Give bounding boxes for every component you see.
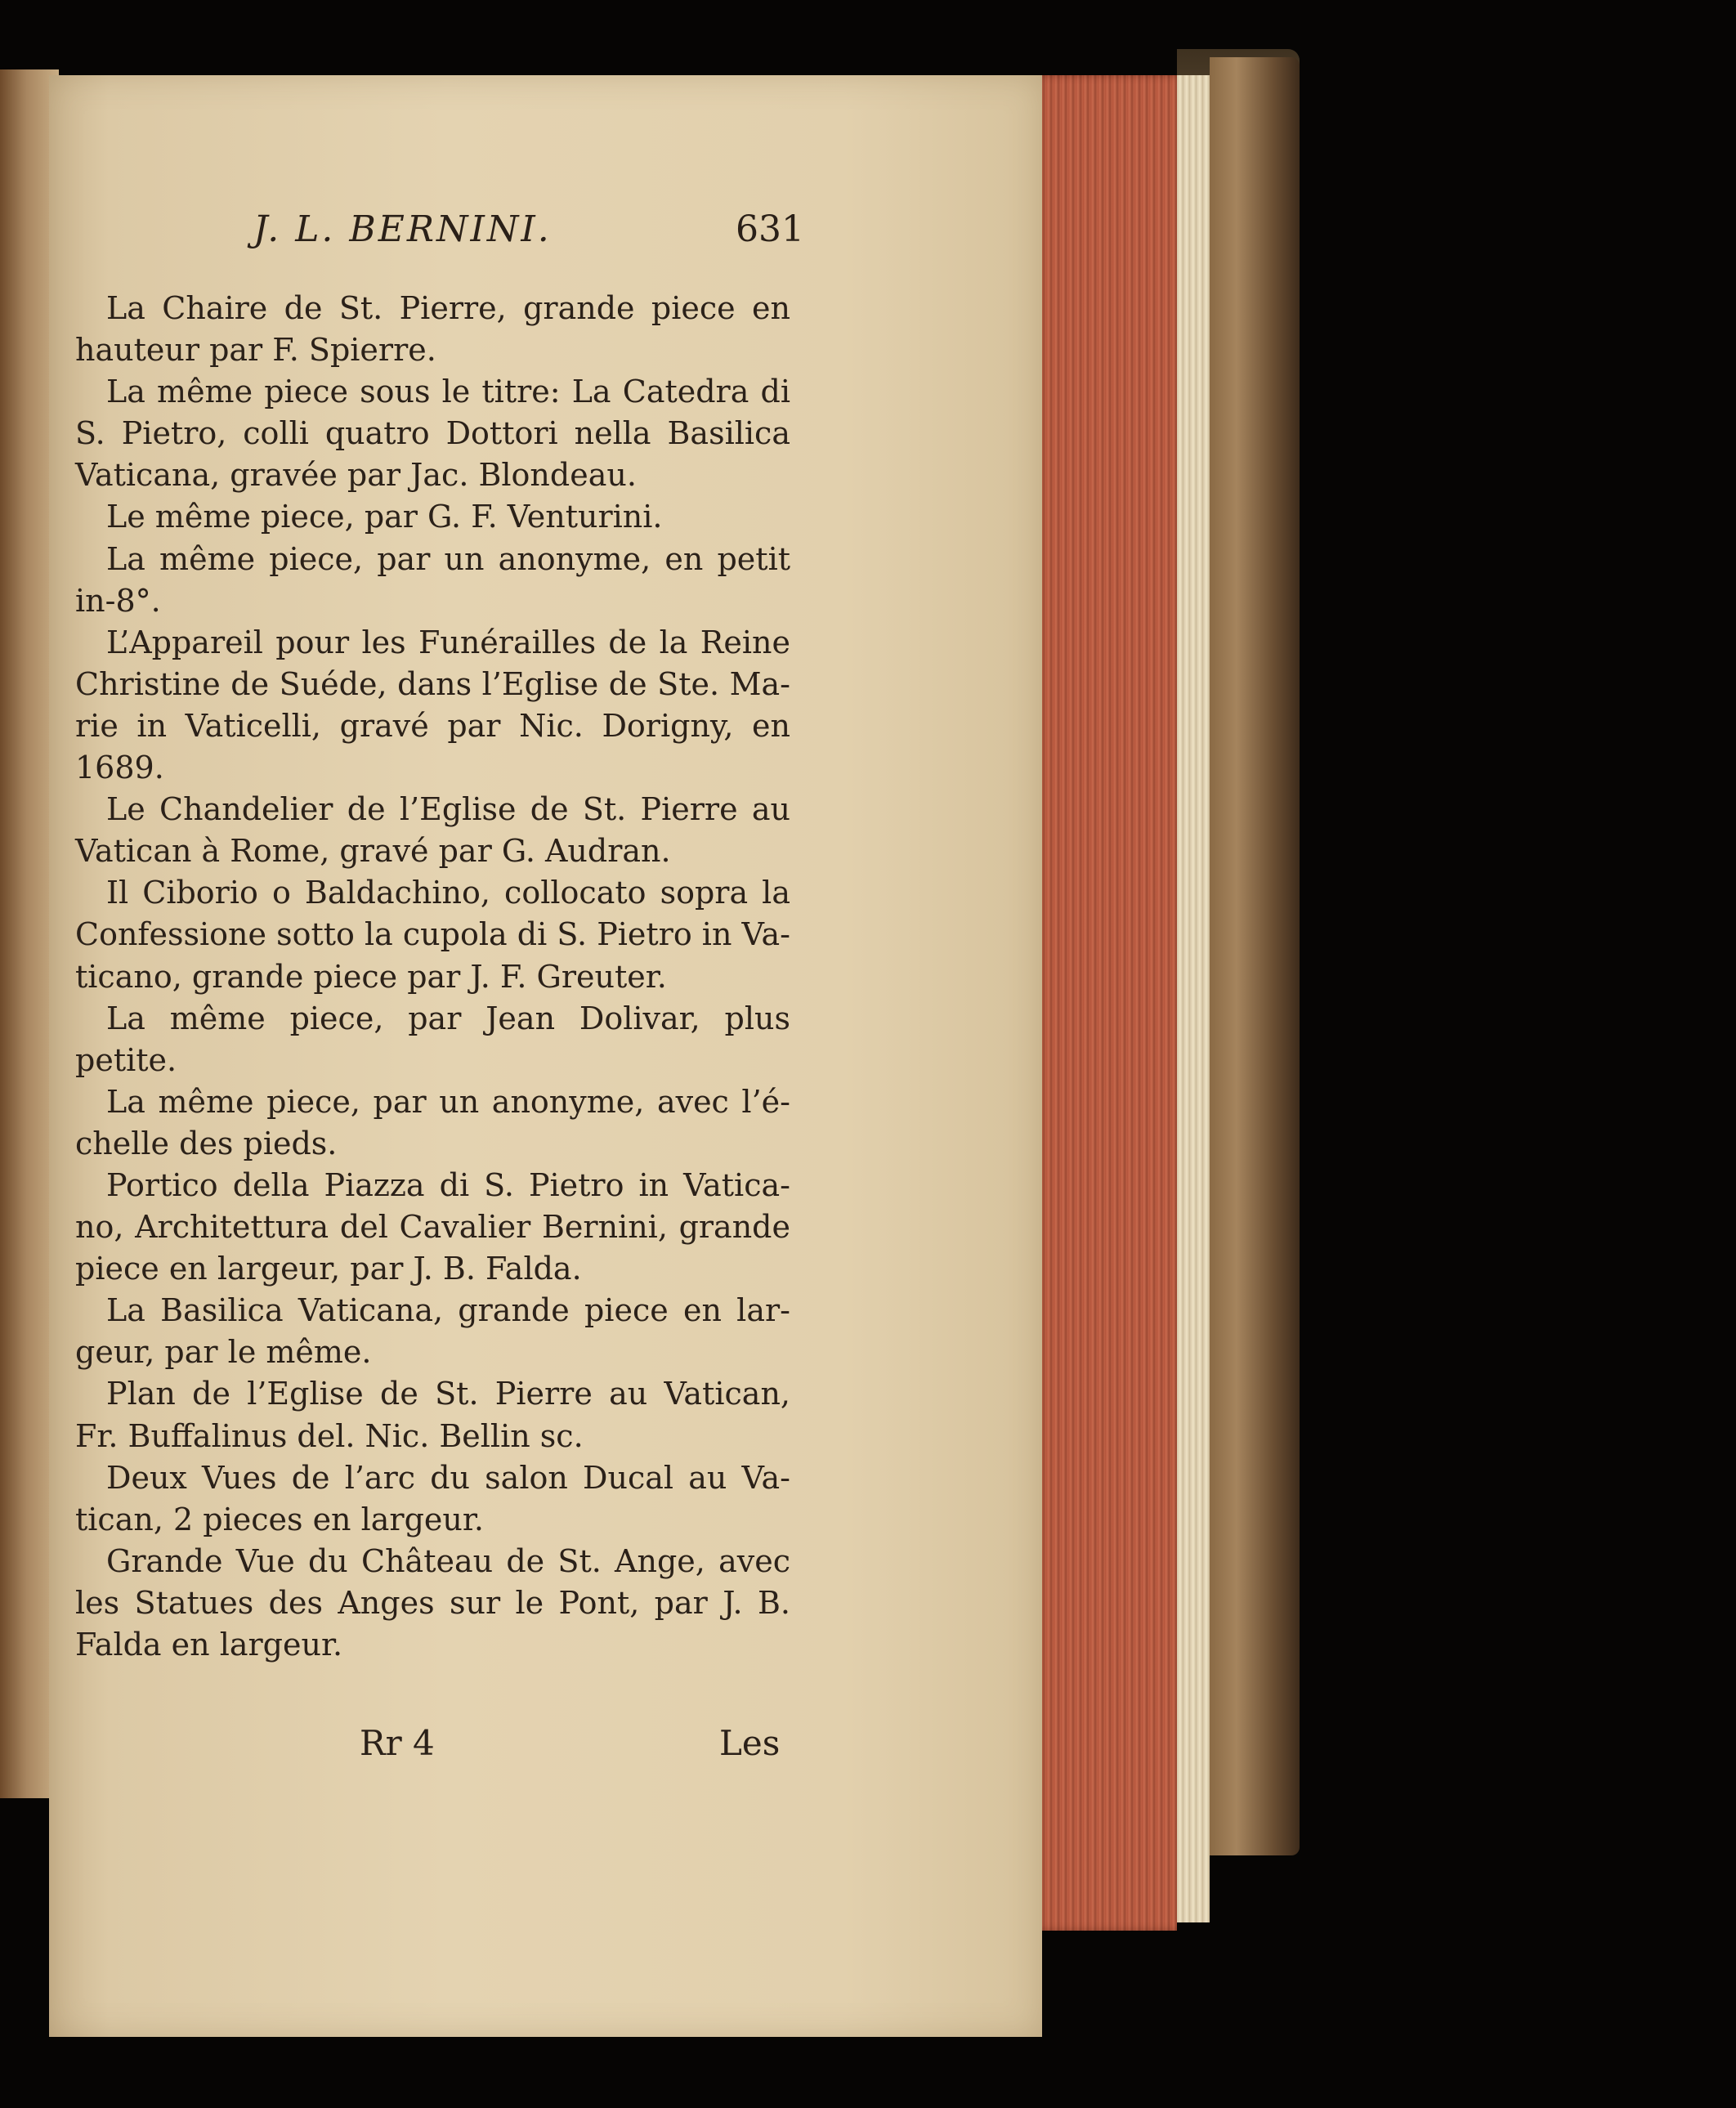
text-line: S. Pietro, colli quatro Dottori nella Basilica bbox=[75, 415, 790, 452]
text-line: Il Ciborio o Baldachino, collocato sopra la bbox=[106, 875, 790, 911]
text-line: piece en largeur, par J. B. Falda. bbox=[75, 1251, 582, 1287]
text-line: tican, 2 pieces en largeur. bbox=[75, 1501, 484, 1537]
text-line: petite. bbox=[75, 1041, 177, 1078]
text-line: Deux Vues de l’arc du salon Ducal au Va- bbox=[106, 1459, 790, 1496]
text-line: La Basilica Vaticana, grande piece en lar- bbox=[106, 1292, 790, 1329]
text-line: Grande Vue du Château de St. Ange, avec bbox=[106, 1542, 790, 1579]
text-line: Falda en largeur. bbox=[75, 1627, 343, 1663]
text-line: Plan de l’Eglise de St. Pierre au Vatican, bbox=[106, 1376, 790, 1412]
running-title: J. L. BERNINI. bbox=[253, 208, 552, 250]
text-line: La même piece, par un anonyme, en petit bbox=[106, 540, 790, 577]
page-block-edge bbox=[1177, 75, 1210, 1922]
text-line: Le Chandelier de l’Eglise de St. Pierre au bbox=[106, 791, 790, 828]
text-line: Portico della Piazza di S. Pietro in Vatica- bbox=[106, 1166, 790, 1203]
text-line: Confessione sotto la cupola di S. Pietro in Va- bbox=[75, 916, 790, 953]
text-line: L’Appareil pour les Funérailles de la Reine bbox=[106, 624, 790, 660]
text-line: in-8°. bbox=[75, 582, 161, 619]
page-text bbox=[75, 288, 790, 1666]
text-line: geur, par le même. bbox=[75, 1334, 372, 1371]
text-line: La Chaire de St. Pierre, grande piece en bbox=[106, 290, 790, 326]
text-line: 1689. bbox=[75, 750, 164, 786]
text-line: Le même piece, par G. F. Venturini. bbox=[106, 499, 663, 535]
text-line: La même piece sous le titre: La Catedra di bbox=[106, 374, 790, 410]
text-line: Vaticana, gravée par Jac. Blondeau. bbox=[75, 457, 637, 494]
catchword: Les bbox=[719, 1723, 781, 1763]
text-line: ticano, grande piece par J. F. Greuter. bbox=[75, 958, 667, 995]
signature-mark: Rr 4 bbox=[360, 1723, 435, 1763]
text-line: Fr. Buffalinus del. Nic. Bellin sc. bbox=[75, 1417, 584, 1454]
text-line: Christine de Suéde, dans l’Eglise de Ste. Ma- bbox=[75, 665, 790, 702]
text-line: les Statues des Anges sur le Pont, par J. B. bbox=[75, 1584, 790, 1621]
book-cover bbox=[1210, 57, 1300, 1855]
text-line: hauteur par F. Spierre. bbox=[75, 332, 436, 369]
text-line: rie in Vaticelli, gravé par Nic. Dorigny, en bbox=[75, 707, 790, 744]
text-line: chelle des pieds. bbox=[75, 1125, 338, 1161]
text-line: no, Architettura del Cavalier Bernini, grande bbox=[75, 1209, 790, 1246]
page-number: 631 bbox=[736, 208, 804, 250]
text-line: La même piece, par un anonyme, avec l’é- bbox=[106, 1083, 790, 1120]
text-line: Vatican à Rome, gravé par G. Audran. bbox=[75, 833, 671, 870]
red-page-edges bbox=[1031, 75, 1177, 1931]
text-line: La même piece, par Jean Dolivar, plus bbox=[106, 1000, 790, 1036]
